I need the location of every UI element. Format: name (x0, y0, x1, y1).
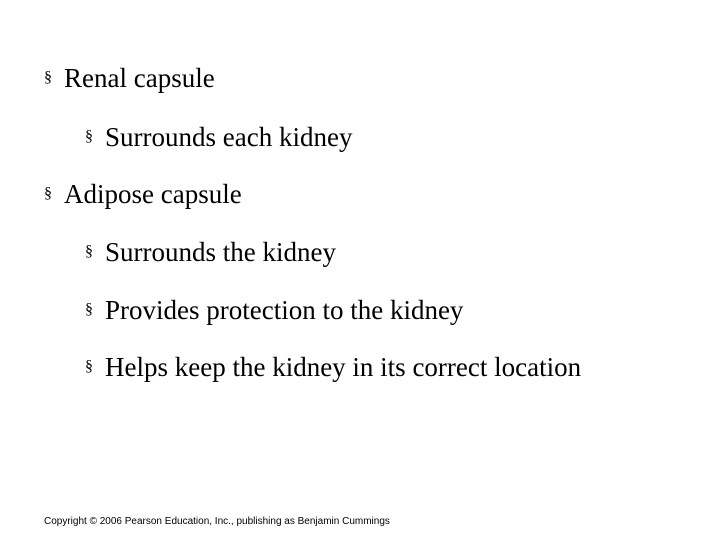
bullet-text: Provides protection to the kidney (105, 295, 464, 325)
bullet-text: Adipose capsule (64, 179, 242, 209)
sub-bullet-provides-protection (85, 291, 463, 329)
bullet-adipose-capsule (44, 175, 242, 213)
bullet-renal-capsule (44, 59, 215, 97)
bullet-marker-icon: § (85, 243, 93, 260)
sub-bullet-surrounds-each-kidney (85, 118, 352, 156)
bullet-marker-icon: § (85, 358, 93, 375)
bullet-text: Helps keep the kidney in its correct location (105, 352, 582, 382)
sub-bullet-surrounds-the-kidney (85, 233, 336, 271)
bullet-text: Surrounds the kidney (105, 237, 336, 267)
bullet-text: Renal capsule (64, 63, 215, 93)
bullet-marker-icon: § (85, 128, 93, 145)
bullet-text: Surrounds each kidney (105, 122, 353, 152)
bullet-marker-icon: § (85, 301, 93, 318)
bullet-marker-icon: § (44, 69, 52, 86)
sub-bullet-helps-keep-kidney (85, 348, 585, 386)
copyright-footer: Copyright © 2006 Pearson Education, Inc., publishing as Benjamin Cummings (44, 516, 390, 527)
bullet-marker-icon: § (44, 185, 52, 202)
